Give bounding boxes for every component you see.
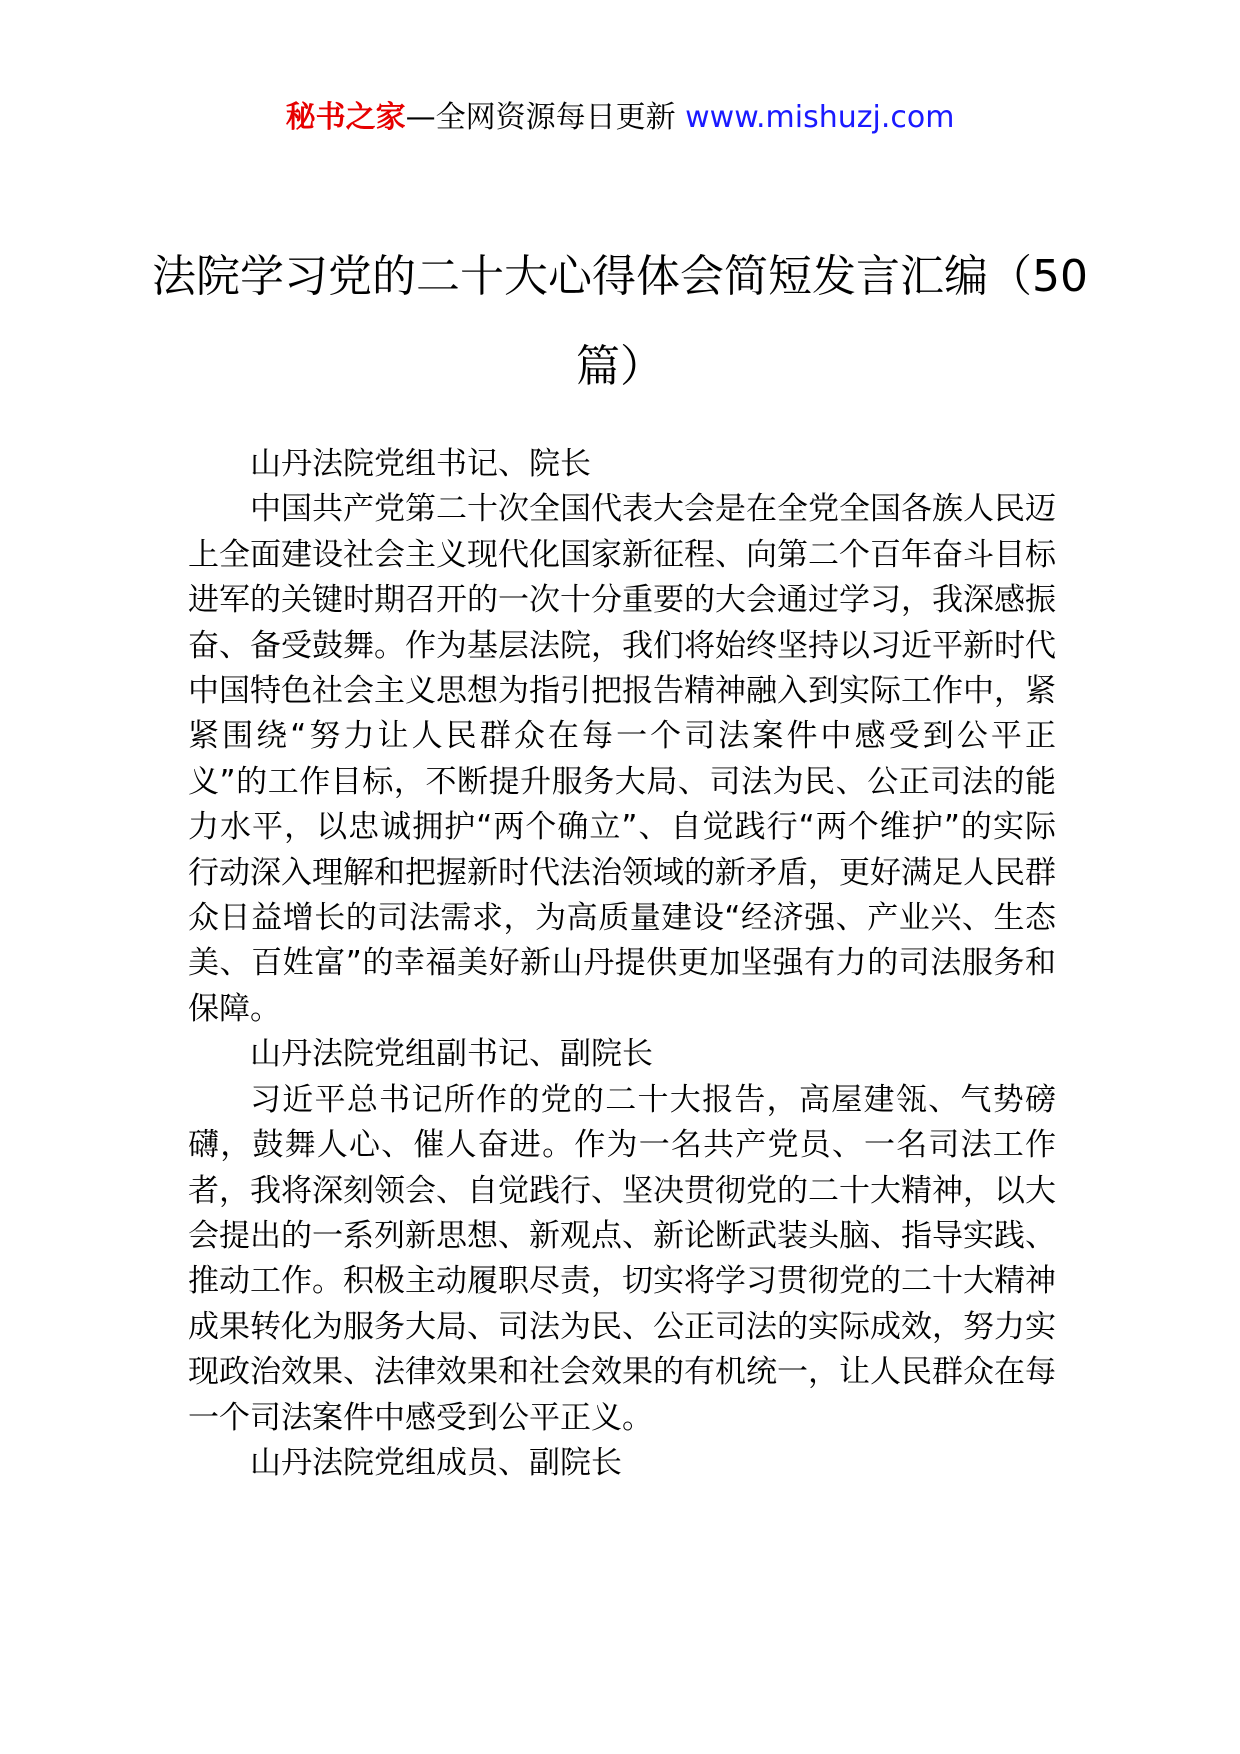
speech-paragraph: 中国共产党第二十次全国代表大会是在全党全国各族人民迈上全面建设社会主义现代化国家新征程、向第二个百年奋斗目标进军的关键时期召开的一次十分重要的大会通过学习，我深感振奋、备受鼓舞。作为基层法院，我们将始终坚持以习近平新时代中国特色社会主义思想为指引把报告精神融入到实际工作中，紧紧围绕“努力让人民群众在每一个司法案件中感受到公平正义”的工作目标，不断提升服务大局、司法为民、公正司法的能力水平，以忠诚拥护“两个确立”、自觉践行“两个维护”的实际行动深入理解和把握新时代法治领域的新矛盾，更好满足人民群众日益增长的司法需求，为高质量建设“经济强、产业兴、生态美、百姓富”的幸福美好新山丹提供更加坚强有力的司法服务和保障。 (188, 491, 1056, 1027)
document-body (188, 442, 1056, 1486)
document-title: 法院学习党的二十大心得体会简短发言汇编（50篇） (152, 251, 1088, 392)
site-header (0, 98, 1240, 138)
speaker-heading: 山丹法院党组成员、副院长 (250, 1444, 622, 1481)
site-url-link[interactable]: www.mishuzj.com (685, 100, 955, 135)
speaker-heading: 山丹法院党组书记、院长 (250, 446, 591, 482)
speech-paragraph: 习近平总书记所作的党的二十大报告，高屋建瓴、气势磅礴，鼓舞人心、催人奋进。作为一名共产党员、一名司法工作者，我将深刻领会、自觉践行、坚决贯彻党的二十大精神，以大会提出的一系列新思想、新观点、新论断武装头脑、指导实践、推动工作。积极主动履职尽责，切实将学习贯彻党的二十大精神成果转化为服务大局、司法为民、公正司法的实际成效，努力实现政治效果、法律效果和社会效果的有机统一，让人民群众在每一个司法案件中感受到公平正义。 (188, 1081, 1056, 1436)
speaker-heading: 山丹法院党组副书记、副院长 (250, 1036, 653, 1073)
header-tagline: —全网资源每日更新 (405, 100, 686, 135)
brand-name: 秘书之家 (285, 100, 406, 135)
